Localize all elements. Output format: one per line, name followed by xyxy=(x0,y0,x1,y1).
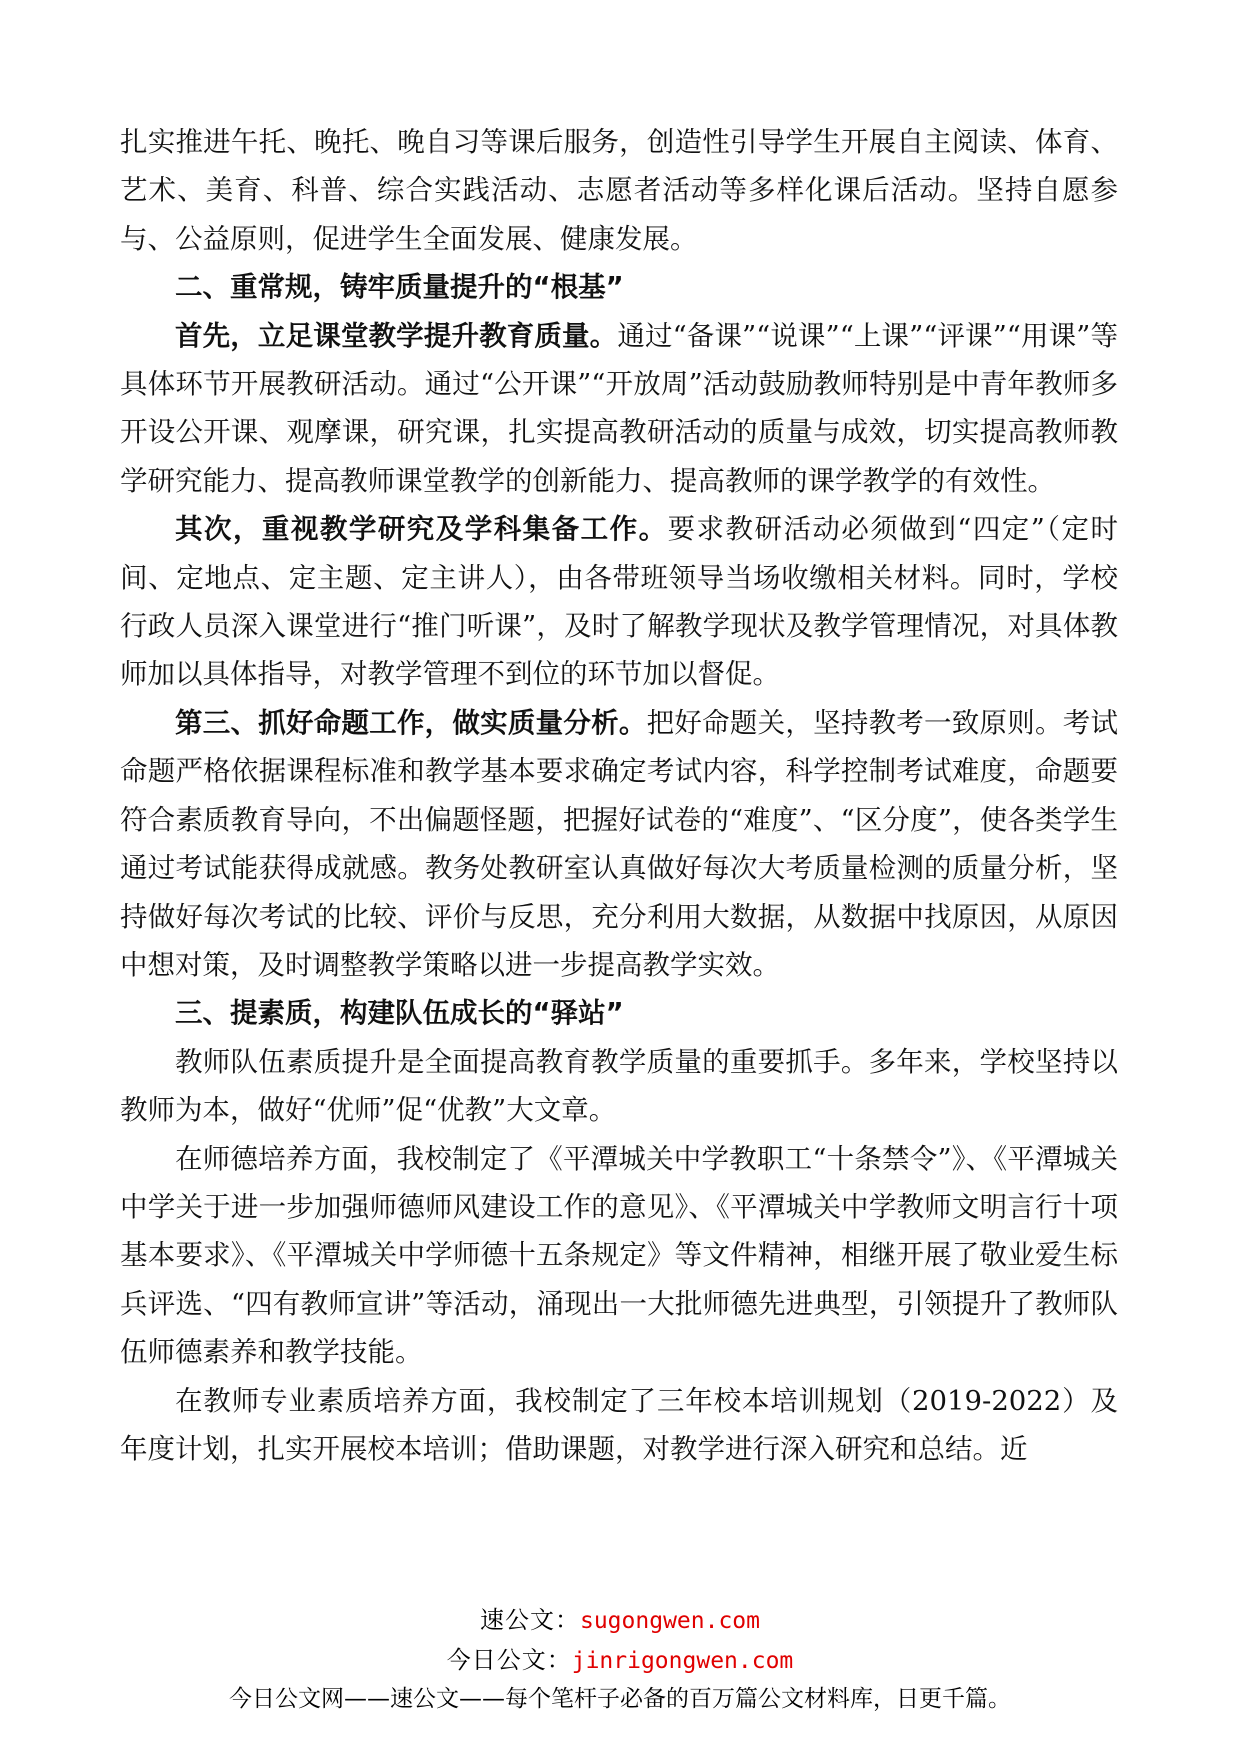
paragraph-teacher-ethics: 在师德培养方面，我校制定了《平潭城关中学教职工“十条禁令”》、《平潭城关中学关于进一步加强师德师风建设工作的意见》、《平潭城关中学教师文明言行十项基本要求》、《平潭城关中学师德十五条规定》等文件精神，相继开展了敬业爱生标兵评选、“四有教师宣讲”等活动，涌现出一大批师德先进典型，引领提升了教师队伍师德素养和教学技能。 xyxy=(120,1142,1118,1369)
paragraph-professional-training: 在教师专业素质培养方面，我校制定了三年校本培训规划（2019-2022）及年度计划，扎实开展校本培训；借助课题，对教学进行深入研究和总结。近 xyxy=(120,1384,1118,1465)
footer-label: 今日公文： xyxy=(446,1646,572,1674)
paragraph-lead: 首先，立足课堂教学提升教育质量。 xyxy=(175,319,618,352)
paragraph-teacher-quality: 教师队伍素质提升是全面提高教育教学质量的重要抓手。多年来，学校坚持以教师为本，做好“优师”促“优教”大文章。 xyxy=(120,1045,1118,1127)
section-heading-3: 三、提素质，构建队伍成长的“驿站” xyxy=(175,997,624,1030)
paragraph-text: 通过“备课”“说课”“上课”“评课”“用课”等具体环节开展教研活动。通过“公开课”“开放周”活动鼓励教师特别是中青年教师多开设公开课、观摩课，研究课，扎实提高教研活动的质量与成效，切实提高教师教学研究能力、提高教师课堂教学的创新能力、提高教师的课学教学的有效性。 xyxy=(120,319,1118,497)
footer-slogan: 今日公文网——速公文——每个笔杆子必备的百万篇公文材料库，日更千篇。 xyxy=(229,1686,1011,1712)
paragraph-classroom-teaching xyxy=(120,312,1118,506)
paragraph-text: 要求教研活动必须做到“四定”（定时间、定地点、定主题、定主讲人），由各带班领导当场收缴相关材料。同时，学校行政人员深入课堂进行“推门听课”，及时了解教学现状及教学管理情况，对具体教师加以具体指导，对教学管理不到位的环节加以督促。 xyxy=(120,513,1119,691)
document-body xyxy=(120,118,1118,1473)
footer-link-sugongwen[interactable]: sugongwen.com xyxy=(579,1608,760,1634)
paragraph-exam-analysis xyxy=(120,699,1118,989)
paragraph-continuation: 扎实推进午托、晚托、晚自习等课后服务，创造性引导学生开展自主阅读、体育、艺术、美育、科普、综合实践活动、志愿者活动等多样化课后活动。坚持自愿参与、公益原则，促进学生全面发展、健康发展。 xyxy=(120,126,1118,255)
footer-label: 速公文： xyxy=(479,1606,580,1634)
paragraph-teaching-research xyxy=(120,505,1118,699)
paragraph-lead: 第三、抓好命题工作，做实质量分析。 xyxy=(175,706,647,739)
footer-link-jinrigongwen[interactable]: jinrigongwen.com xyxy=(571,1648,794,1674)
footer-line-sugongwen xyxy=(0,1600,1240,1635)
paragraph-text: 把好命题关，坚持教考一致原则。考试命题严格依据课程标准和教学基本要求确定考试内容，科学控制考试难度，命题要符合素质教育导向，不出偏题怪题，把握好试卷的“难度”、“区分度”，使各类学生通过考试能获得成就感。教务处教研室认真做好每次大考质量检测的质量分析，坚持做好每次考试的比较、评价与反思，充分利用大数据，从数据中找原因，从原因中想对策，及时调整教学策略以进一步提高教学实效。 xyxy=(120,706,1119,981)
section-heading-2: 二、重常规，铸牢质量提升的“根基” xyxy=(175,271,624,304)
footer-line-jinrigongwen xyxy=(0,1640,1240,1675)
paragraph-lead: 其次，重视教学研究及学科集备工作。 xyxy=(175,513,668,546)
